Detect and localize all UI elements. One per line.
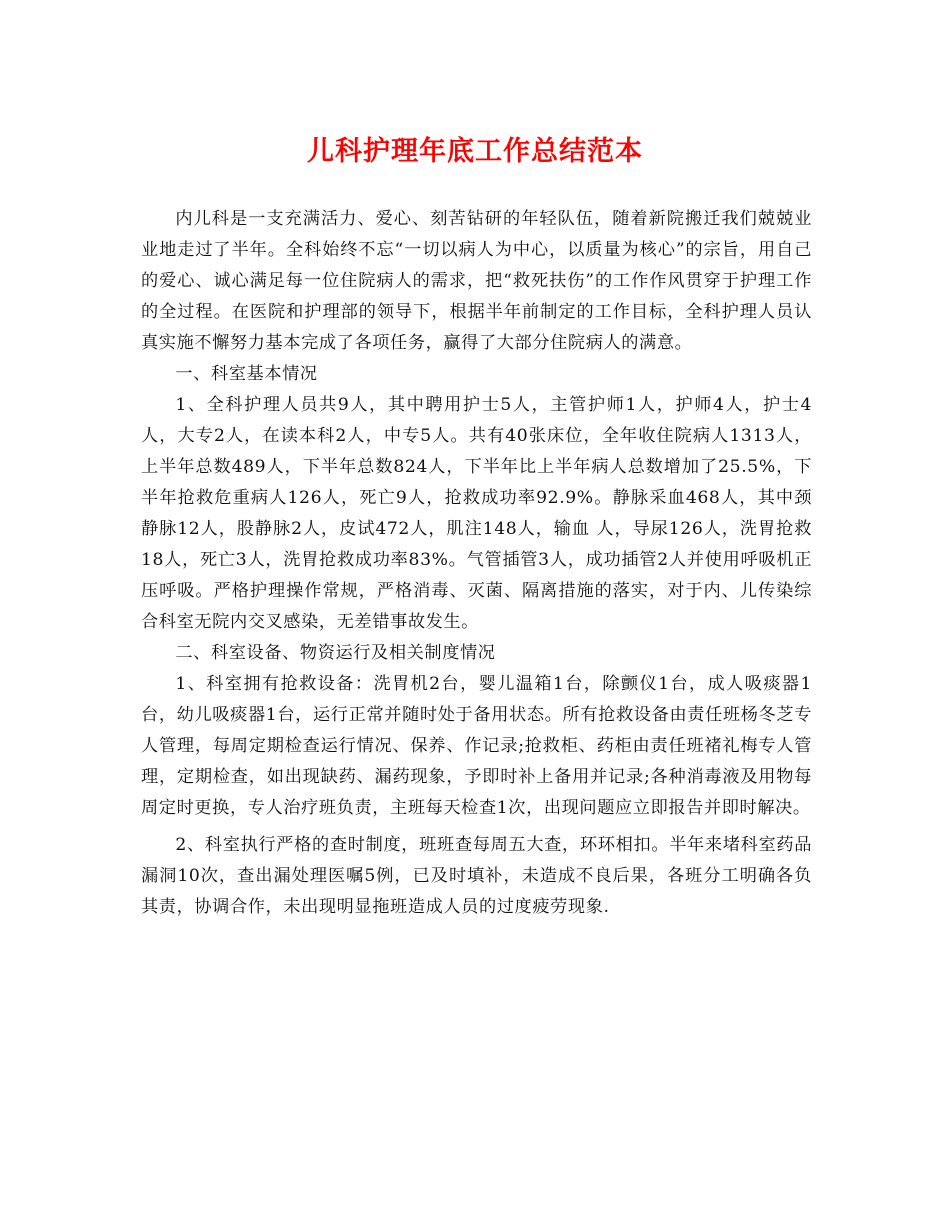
document-title: 儿科护理年底工作总结范本 (307, 136, 643, 167)
document-body (141, 204, 812, 923)
inspection-paragraph: 2、科室执行严格的查时制度，班班查每周五大查，环环相扣。半年来堵科室药品漏洞10次，查出漏处理医嘱5例，已及时填补，未造成不良后果，各班分工明确各负其责，协调合作，未出现明显拖班造成人员的过度疲劳现象. (141, 835, 812, 917)
equipment-paragraph: 1、科室拥有抢救设备：洗胃机2台，婴儿温箱1台，除颤仪1台，成人吸痰器1台，幼儿吸痰器1台，运行正常并随时处于备用状态。所有抢救设备由责任班杨冬芝专人管理，每周定期检查运行情况、保养、作记录;抢救柜、药柜由责任班褚礼梅专人管理，定期检查，如出现缺药、漏药现象，予即时补上备用并记录;各种消毒液及用物每周定时更换，专人治疗班负责，主班每天检查1次，出现问题应立即报告并即时解决。 (141, 674, 812, 818)
intro-paragraph: 内儿科是一支充满活力、爱心、刻苦钻研的年轻队伍，随着新院搬迁我们兢兢业业地走过了半年。全科始终不忘“一切以病人为中心，以质量为核心”的宗旨，用自己的爱心、诚心满足每一位住院病人的需求，把“救死扶伤”的工作作风贯穿于护理工作的全过程。在医院和护理部的领导下，根据半年前制定的工作目标，全科护理人员认真实施不懈努力基本完成了各项任务，赢得了大部分住院病人的满意。 (141, 209, 812, 353)
staff-statistics-paragraph: 1、全科护理人员共9人，其中聘用护士5人，主管护师1人，护师4人，护士4人，大专2人，在读本科2人，中专5人。共有40张床位，全年收住院病人1313人，上半年总数489人，下半年总数824人，下半年比上半年病人总数增加了25.5%，下半年抢救危重病人126人，死亡9人，抢救成功率92.9%。静脉采血468人，其中颈静脉12人，股静脉2人，皮试472人，肌注148人，输血 人，导尿126人，洗胃抢救18人，死亡3人，洗胃抢救成功率83%。气管插管3人，成功插管2人并使用呼吸机正压呼吸。严格护理操作常规，严格消毒、灭菌、隔离措施的落实，对于内、儿传染综合科室无院内交叉感染，无差错事故发生。 (141, 395, 812, 632)
section-heading-basic-info: 一、科室基本情况 (175, 364, 318, 384)
section-heading-equipment: 二、科室设备、物资运行及相关制度情况 (175, 643, 496, 663)
